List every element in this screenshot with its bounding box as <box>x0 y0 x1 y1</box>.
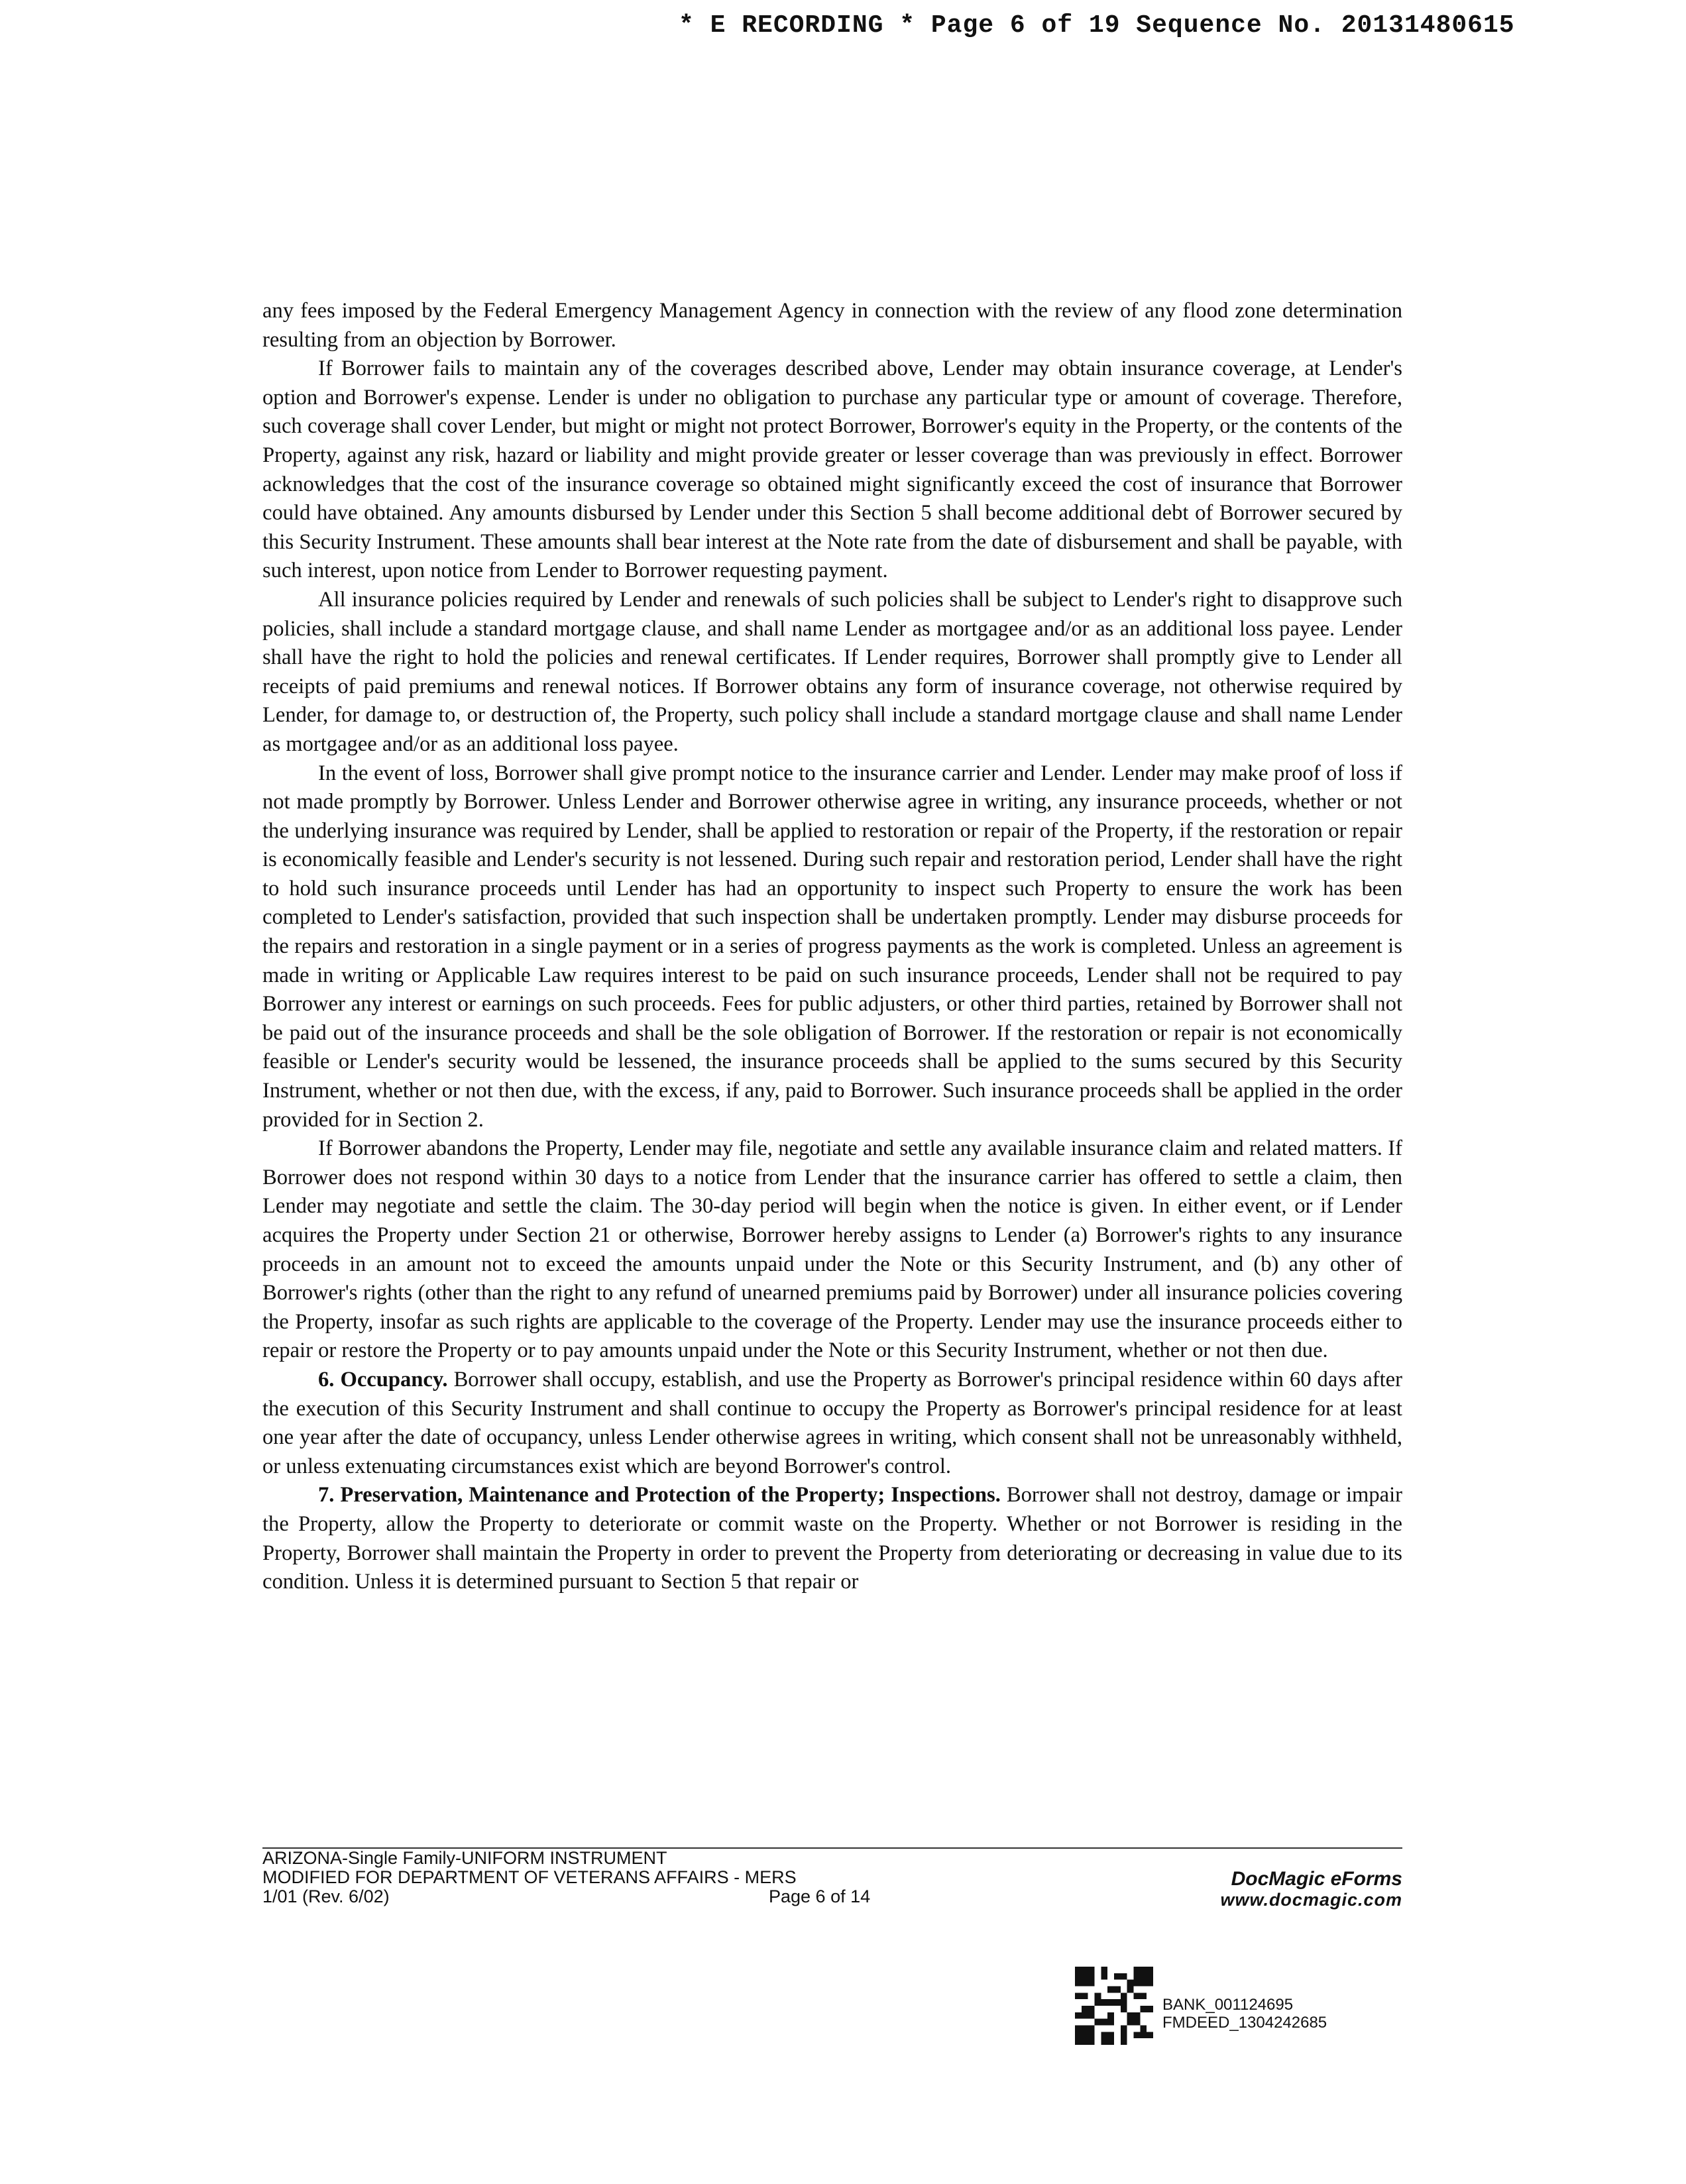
form-line-1: ARIZONA-Single Family-UNIFORM INSTRUMENT <box>262 1848 667 1868</box>
document-ids <box>1162 1996 1327 2032</box>
page-number: Page 6 of 14 <box>769 1886 871 1906</box>
paragraph-lender-coverage: If Borrower fails to maintain any of the coverages described above, Lender may obtain insurance coverage, at Lender's option and Borrower's expense. Lender is under no obligation to purchase any particular type or amount of coverage. Therefore, such coverage shall cover Lender, but might or might not protect Borrower, Borrower's equity in the Property, or the contents of the Property, against any risk, hazard or liability and might provide greater or lesser coverage than was previously in effect. Borrower acknowledges that the cost of the insurance coverage so obtained might significantly exceed the cost of insurance that Borrower could have obtained. Any amounts disbursed by Lender under this Section 5 shall become additional debt of Borrower secured by this Security Instrument. These amounts shall bear interest at the Note rate from the date of disbursement and shall be payable, with such interest, upon notice from Lender to Borrower requesting payment. <box>262 356 1402 583</box>
form-line-3: 1/01 (Rev. 6/02) <box>262 1886 390 1906</box>
form-line-2: MODIFIED FOR DEPARTMENT OF VETERANS AFFAIRS - MERS <box>262 1867 797 1887</box>
recording-stamp: * E RECORDING * Page 6 of 19 Sequence No. 20131480615 <box>679 11 1515 40</box>
section-7-preservation <box>262 1481 1402 1596</box>
paragraph-flood-fees: any fees imposed by the Federal Emergency Management Agency in connection with the review of any flood zone determination resulting from an objection by Borrower. <box>262 299 1402 352</box>
docmagic-logo <box>1220 1869 1402 1910</box>
docmagic-brand: DocMagic eForms <box>1231 1868 1402 1890</box>
section-6-occupancy <box>262 1366 1402 1481</box>
bank-id: BANK_001124695 <box>1162 1996 1294 2014</box>
paragraph-insurance-policies: All insurance policies required by Lender and renewals of such policies shall be subject to Lender's right to disapprove such policies, shall include a standard mortgage clause, and shall name Lender as mortgagee and/or as an additional loss payee. Lender shall have the right to hold the policies and renewal certificates. If Lender requires, Borrower shall promptly give to Lender all receipts of paid premiums and renewal notices. If Borrower obtains any form of insurance coverage, not otherwise required by Lender, for damage to, or destruction of, the Property, such policy shall include a standard mortgage clause and shall name Lender as mortgagee and/or as an additional loss payee. <box>262 587 1402 756</box>
section-7-text: Borrower shall not destroy, damage or impair the Property, allow the Property to deteriorate or commit waste on the Property. Whether or not Borrower is residing in the Property, Borrower shall maintain the Property in order to prevent the Property from deteriorating or decreasing in value due to its condition. Unless it is determined pursuant to Section 5 that repair or <box>262 1483 1402 1594</box>
section-6-heading: 6. Occupancy. <box>318 1367 448 1392</box>
document-body <box>262 297 1402 1597</box>
qr-code-icon <box>1075 1967 1153 2045</box>
paragraph-abandonment: If Borrower abandons the Property, Lender may file, negotiate and settle any available insurance claim and related matters. If Borrower does not respond within 30 days to a notice from Lender that the insurance carrier has offered to settle a claim, then Lender may negotiate and settle the claim. The 30-day period will begin when the notice is given. In either event, or if Lender acquires the Property under Section 21 or otherwise, Borrower hereby assigns to Lender (a) Borrower's rights to any insurance proceeds in an amount not to exceed the amounts unpaid under the Note or this Security Instrument, and (b) any other of Borrower's rights (other than the right to any refund of unearned premiums paid by Borrower) under all insurance policies covering the Property, insofar as such rights are applicable to the coverage of the Property. Lender may use the insurance proceeds either to repair or restore the Property or to pay amounts unpaid under the Note or this Security Instrument, whether or not then due. <box>262 1136 1402 1363</box>
paragraph-event-of-loss: In the event of loss, Borrower shall give prompt notice to the insurance carrier and Lender. Lender may make proof of loss if not made promptly by Borrower. Unless Lender and Borrower otherwise agree in writing, any insurance proceeds, whether or not the underlying insurance was required by Lender, shall be applied to restoration or repair of the Property, if the restoration or repair is economically feasible and Lender's security is not lessened. During such repair and restoration period, Lender shall have the right to hold such insurance proceeds until Lender has had an opportunity to inspect such Property to ensure the work has been completed to Lender's satisfaction, provided that such inspection shall be undertaken promptly. Lender may disburse proceeds for the repairs and restoration in a single payment or in a series of progress payments as the work is completed. Unless an agreement is made in writing or Applicable Law requires interest to be paid on such insurance proceeds, Lender shall not be required to pay Borrower any interest or earnings on such proceeds. Fees for public adjusters, or other third parties, retained by Borrower shall not be paid out of the insurance proceeds and shall be the sole obligation of Borrower. If the restoration or repair is not economically feasible or Lender's security would be lessened, the insurance proceeds shall be applied to the sums secured by this Security Instrument, whether or not then due, with the excess, if any, paid to Borrower. Such insurance proceeds shall be applied in the order provided for in Section 2. <box>262 761 1402 1132</box>
section-7-heading: 7. Preservation, Maintenance and Protection of the Property; Inspections. <box>318 1483 1001 1507</box>
section-6-text: Borrower shall occupy, establish, and use the Property as Borrower's principal residence within 60 days after the execution of this Security Instrument and shall continue to occupy the Property as Borrower's principal residence for at least one year after the date of occupancy, unless Lender otherwise agrees in writing, which consent shall not be unreasonably withheld, or unless extenuating circumstances exist which are beyond Borrower's control. <box>262 1367 1402 1478</box>
docmagic-url: www.docmagic.com <box>1220 1890 1402 1910</box>
deed-id: FMDEED_1304242685 <box>1162 2014 1327 2032</box>
